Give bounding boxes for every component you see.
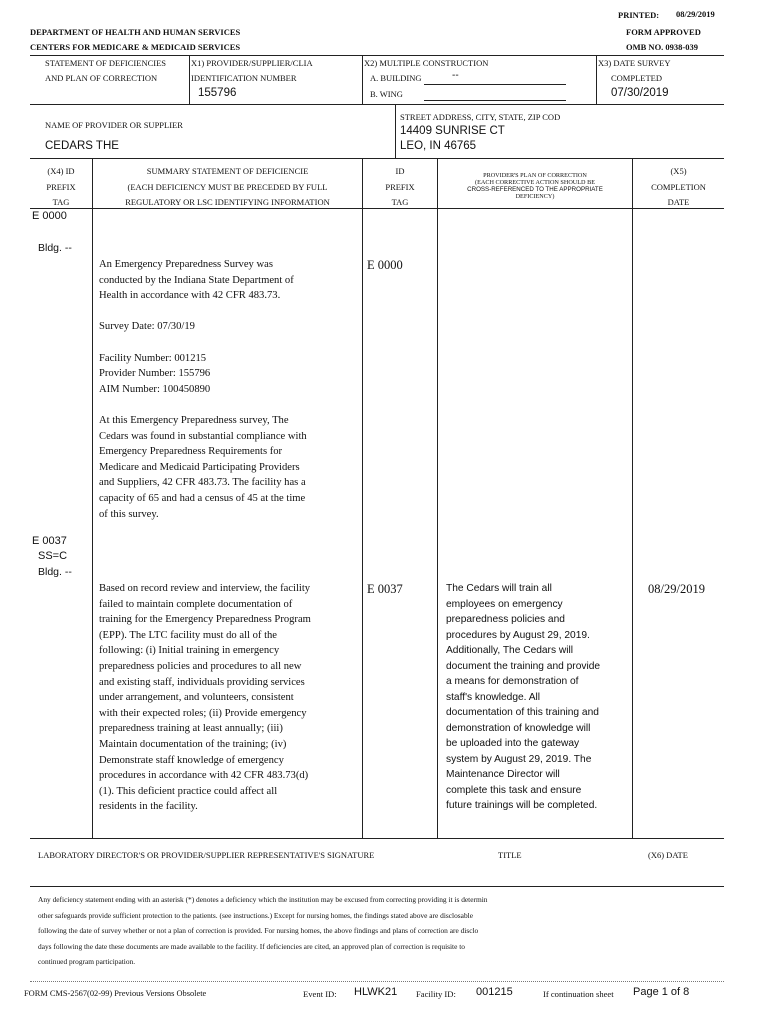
wing-label: B. WING	[370, 89, 403, 99]
divider	[30, 104, 724, 105]
omb-number: OMB NO. 0938-039	[626, 42, 699, 52]
provider-name-value: CEDARS THE	[45, 140, 119, 152]
address-line: LEO, IN 46765	[400, 140, 477, 152]
statement-label: AND PLAN OF CORRECTION	[45, 73, 158, 83]
wing-underline	[424, 100, 566, 101]
signature-label: LABORATORY DIRECTOR'S OR PROVIDER/SUPPLIER REPRESENTATIVE'S SIGNATURE	[38, 850, 375, 860]
id-header: TAG	[391, 197, 409, 207]
building-label: A. BUILDING	[370, 73, 422, 83]
provider-id-label: IDENTIFICATION NUMBER	[191, 73, 297, 83]
printed-date: 08/29/2019	[676, 9, 715, 19]
summary-text-e0037: Based on record review and interview, the facility failed to maintain complete documentation of training for the Emergency Preparedness Program (EPP). The LTC facility must do all of the following: (i) Initial training in emergency preparedness policies and procedures to all new and existing staff, individuals providing services under arrangement, and volunteers, consistent with their expected roles; (ii) Provide emergency preparedness training at least annually; (iii) Maintain documentation of the training; (iv) Demonstrate staff knowledge of emergency procedures in accordance with 42 CFR 483.73(d) (1). This deficient practice could affect all residents in the facility.	[99, 583, 311, 813]
event-id-value: HLWK21	[354, 986, 398, 998]
top-table-border	[30, 55, 724, 56]
date-survey-value: 07/30/2019	[611, 87, 669, 99]
id-header: PREFIX	[385, 182, 415, 192]
continuation-label: If continuation sheet	[543, 989, 614, 999]
divider	[30, 838, 724, 839]
divider	[189, 55, 190, 104]
multiple-construction-label: X2) MULTIPLE CONSTRUCTION	[364, 58, 489, 68]
address-line: 14409 SUNRISE CT	[400, 125, 505, 137]
title-label: TITLE	[498, 850, 522, 860]
prefix-tag: E 0037	[32, 535, 67, 547]
divider	[362, 55, 363, 104]
facility-id-label: Facility ID:	[416, 989, 456, 999]
summary-header: (EACH DEFICIENCY MUST BE PRECEDED BY FULL	[127, 182, 328, 192]
cms-name: CENTERS FOR MEDICARE & MEDICAID SERVICES	[30, 42, 241, 52]
id-prefix-tag: E 0000	[367, 258, 403, 272]
divider	[596, 55, 597, 104]
provider-name-label: NAME OF PROVIDER OR SUPPLIER	[45, 120, 183, 130]
divider	[395, 104, 396, 158]
column-divider	[92, 158, 93, 838]
page-number: Page 1 of 8	[633, 986, 690, 998]
completion-date: 08/29/2019	[648, 582, 705, 596]
completion-header: (X5)	[670, 166, 687, 176]
event-id-label: Event ID:	[303, 989, 337, 999]
form-number: FORM CMS-2567(02-99) Previous Versions Obsolete	[24, 989, 207, 998]
date-survey-label: X3) DATE SURVEY	[598, 58, 671, 68]
x4-header: PREFIX	[46, 182, 76, 192]
signature-date-label: (X6) DATE	[648, 850, 688, 860]
address-label: STREET ADDRESS, CITY, STATE, ZIP COD	[400, 112, 561, 122]
building-underline	[424, 84, 566, 85]
divider	[30, 886, 724, 887]
provider-id-value: 155796	[198, 87, 237, 99]
date-survey-label: COMPLETED	[611, 73, 662, 83]
column-divider	[437, 158, 438, 838]
provider-id-label: X1) PROVIDER/SUPPLIER/CLIA	[191, 58, 313, 68]
summary-text-e0000: An Emergency Preparedness Survey was conducted by the Indiana State Department of Health in accordance with 42 CFR 483.73. Survey Date: 07/30/19 Facility Number: 001215 Provider Number: 155796 AIM Number: 100450890 At this Emergency Preparedness survey, The Cedars was found in substantial compliance with Emergency Preparedness Requirements for Medicare and Medicaid Participating Providers and Suppliers, 42 CFR 483.73. The facility has a capacity of 65 and had a census of 45 at the time of this survey.	[99, 259, 307, 520]
divider	[30, 208, 724, 209]
plan-of-correction-text: The Cedars will train all employees on emergency preparedness policies and procedures by August 29, 2019. Additionally, The Cedars will document the training and provide a means for demonstration of staff's knowledge. All documentation of this training and demonstration of knowledge will be uploaded into the gateway system by August 29, 2019. The Maintenance Director will complete this task and ensure future trainings will be completed.	[446, 583, 601, 811]
column-divider	[362, 158, 363, 838]
plan-header: PROVIDER'S PLAN OF CORRECTION (EACH CORRECTIVE ACTION SHOULD BE CROSS-REFERENCED TO THE APPROPRIATE DEFICIENCY)	[467, 172, 603, 201]
statement-label: STATEMENT OF DEFICIENCIES	[45, 58, 167, 68]
facility-id-value: 001215	[476, 986, 513, 998]
id-prefix-tag: E 0037	[367, 582, 403, 596]
x4-header: (X4) ID	[47, 166, 75, 176]
footer-rule	[30, 981, 724, 982]
column-divider	[632, 158, 633, 838]
printed-label: PRINTED:	[618, 10, 660, 20]
summary-header: SUMMARY STATEMENT OF DEFICIENCIE	[146, 166, 309, 176]
building-tag: Bldg. --	[38, 242, 72, 254]
x4-header: TAG	[52, 197, 70, 207]
divider	[30, 158, 724, 159]
completion-header: COMPLETION	[651, 182, 706, 192]
summary-header: REGULATORY OR LSC IDENTIFYING INFORMATION	[125, 197, 330, 207]
building-value: --	[452, 70, 459, 81]
building-tag: Bldg. --	[38, 566, 72, 578]
scope-severity: SS=C	[38, 550, 68, 562]
completion-header: DATE	[667, 197, 690, 207]
department-name: DEPARTMENT OF HEALTH AND HUMAN SERVICES	[30, 27, 241, 37]
prefix-tag: E 0000	[32, 210, 67, 222]
form-approved: FORM APPROVED	[626, 27, 701, 37]
disclaimer-text: Any deficiency statement ending with an asterisk (*) denotes a deficiency which the institution may be excused from correcting providing it is determin other safeguards provide sufficient protection to the patients. (see instructions.) Except for nursing homes, the findings stated above are disclosable following the date of survey whether or not a plan of correction is provided. For nursing homes, the above findings and plans of correction are disclo days following the date these documents are made available to the facility. If deficiencies are cited, an approved plan of correction is requisite to continued program participation.	[38, 895, 488, 967]
id-header: ID	[395, 166, 405, 176]
